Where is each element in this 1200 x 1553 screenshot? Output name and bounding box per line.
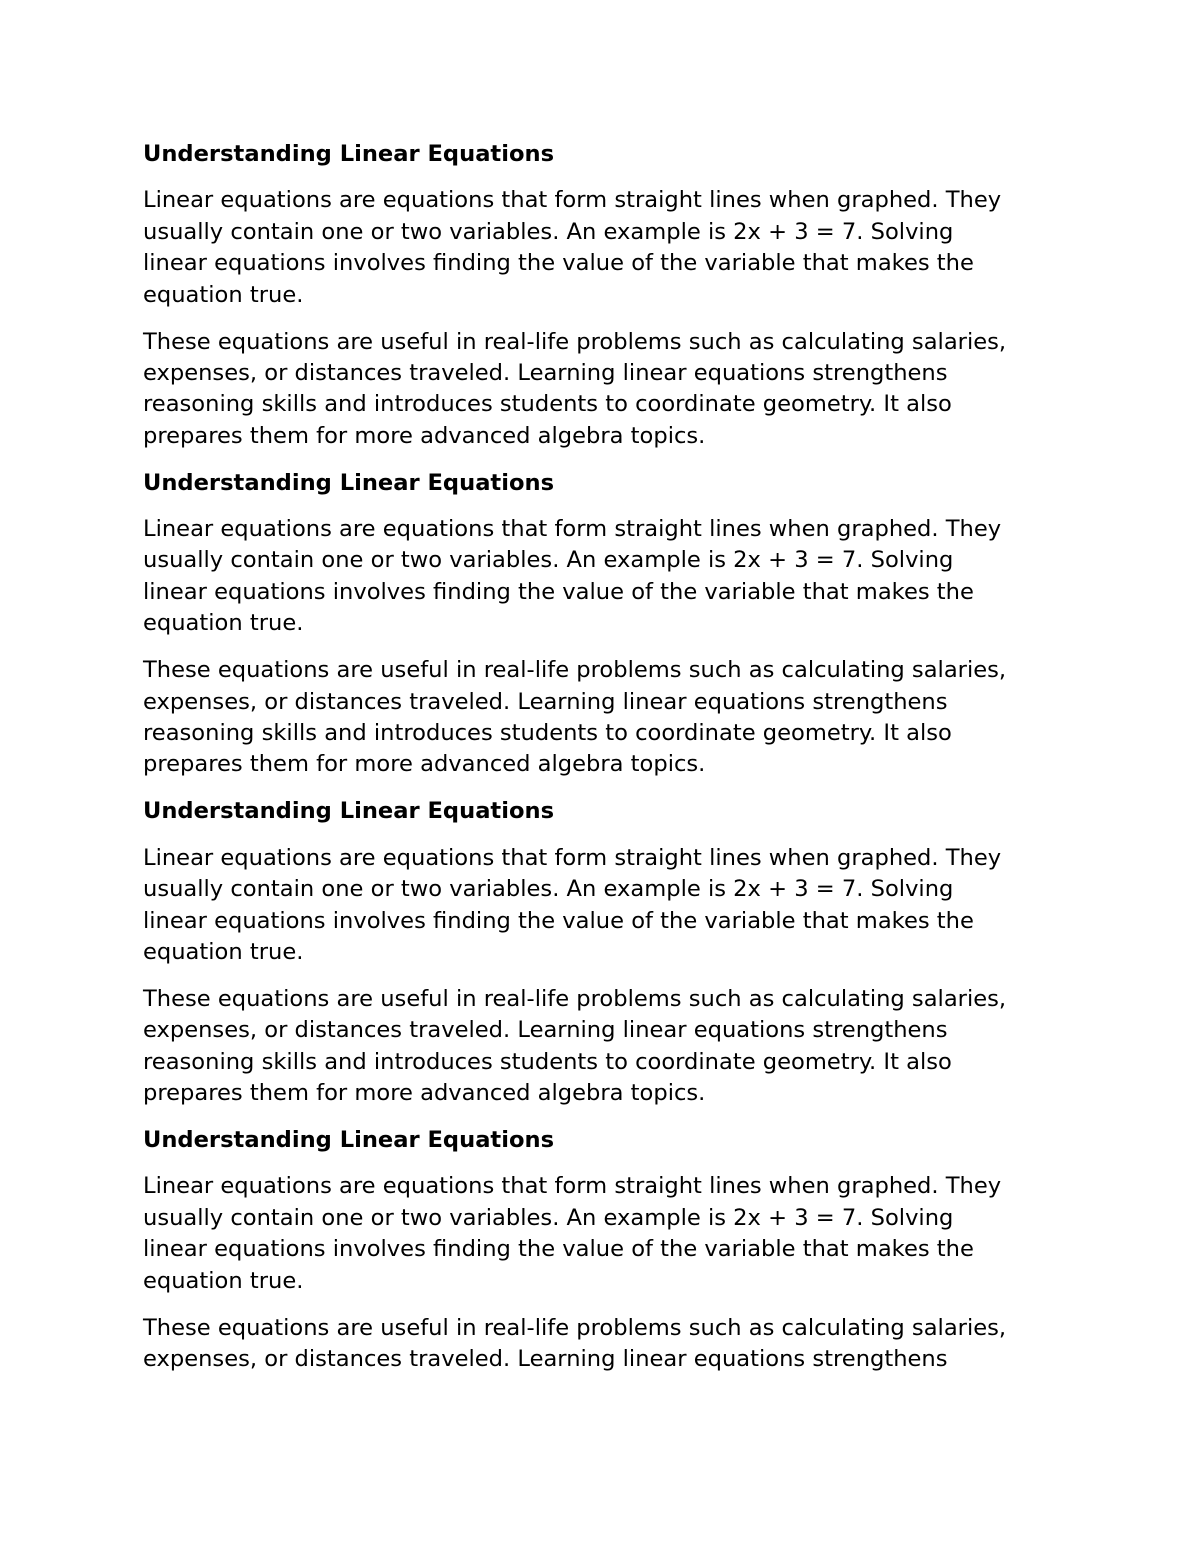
text-line: usually contain one or two variables. An example is 2x + 3 = 7. Solving — [143, 547, 954, 574]
text-line: Linear equations are equations that form straight lines when graphed. They — [143, 844, 1002, 871]
paragraph — [143, 984, 1058, 1110]
text-line: usually contain one or two variables. An example is 2x + 3 = 7. Solving — [143, 876, 954, 903]
text-line: expenses, or distances traveled. Learning linear equations strengthens — [143, 359, 948, 386]
paragraph — [143, 185, 1058, 311]
text-line: reasoning skills and introduces students to coordinate geometry. It also — [143, 1048, 952, 1075]
paragraph — [143, 843, 1058, 969]
text-line: usually contain one or two variables. An example is 2x + 3 = 7. Solving — [143, 218, 954, 245]
section-4 — [143, 1125, 1058, 1375]
text-line: expenses, or distances traveled. Learning linear equations strengthens — [143, 1017, 948, 1044]
paragraph — [143, 1313, 1058, 1376]
section-heading: Understanding Linear Equations — [143, 798, 555, 825]
section-3 — [143, 796, 1058, 1109]
text-line: expenses, or distances traveled. Learning linear equations strengthens — [143, 688, 948, 715]
paragraph — [143, 1171, 1058, 1297]
text-line: linear equations involves finding the value of the variable that makes the — [143, 907, 974, 934]
text-line: prepares them for more advanced algebra topics. — [143, 751, 706, 778]
section-heading: Understanding Linear Equations — [143, 469, 555, 496]
paragraph — [143, 655, 1058, 781]
text-line: prepares them for more advanced algebra topics. — [143, 1080, 706, 1107]
text-line: These equations are useful in real-life problems such as calculating salaries, — [143, 328, 1007, 355]
text-line: equation true. — [143, 610, 304, 637]
section-1 — [143, 139, 1058, 452]
section-heading: Understanding Linear Equations — [143, 141, 555, 167]
document-body — [143, 139, 1058, 1390]
text-line: expenses, or distances traveled. Learning linear equations strengthens — [143, 1345, 948, 1372]
text-line: Linear equations are equations that form straight lines when graphed. They — [143, 1173, 1002, 1200]
paragraph — [143, 327, 1058, 453]
section-heading: Understanding Linear Equations — [143, 1126, 555, 1153]
text-line: equation true. — [143, 1267, 304, 1294]
text-line: linear equations involves finding the value of the variable that makes the — [143, 250, 974, 277]
text-line: These equations are useful in real-life problems such as calculating salaries, — [143, 1314, 1007, 1341]
text-line: linear equations involves finding the value of the variable that makes the — [143, 578, 974, 605]
text-line: reasoning skills and introduces students to coordinate geometry. It also — [143, 720, 952, 746]
text-line: These equations are useful in real-life problems such as calculating salaries, — [143, 657, 1007, 684]
text-line: reasoning skills and introduces students to coordinate geometry. It also — [143, 391, 952, 418]
text-line: equation true. — [143, 281, 304, 308]
text-line: usually contain one or two variables. An example is 2x + 3 = 7. Solving — [143, 1204, 954, 1231]
text-line: These equations are useful in real-life problems such as calculating salaries, — [143, 985, 1007, 1012]
paragraph — [143, 514, 1058, 640]
text-line: equation true. — [143, 938, 304, 965]
text-line: linear equations involves finding the value of the variable that makes the — [143, 1236, 974, 1263]
text-line: Linear equations are equations that form straight lines when graphed. They — [143, 516, 1002, 543]
text-line: Linear equations are equations that form straight lines when graphed. They — [143, 187, 1002, 214]
section-2 — [143, 468, 1058, 781]
text-line: prepares them for more advanced algebra topics. — [143, 422, 706, 449]
